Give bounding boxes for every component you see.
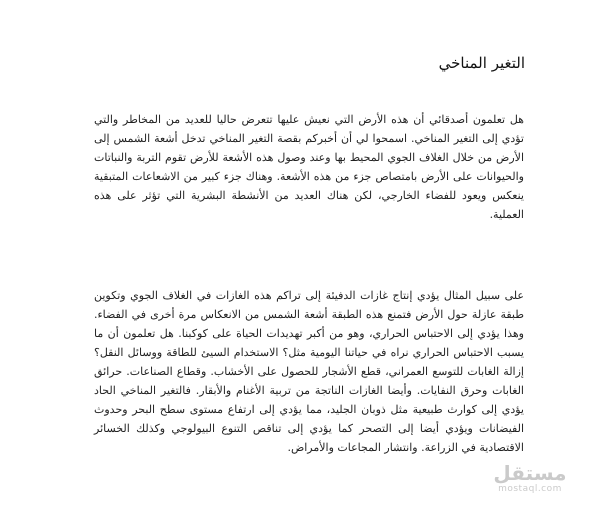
paragraph-intro: هل تعلمون أصدقائي أن هذه الأرض التي نعيش عليها تتعرض حاليا للعديد من المخاطر والتي تؤدي إلى التغير المناخي. اسمحوا لي أن أخبركم بقصة التغير المناخي تدخل أشعة الشمس إلى الأرض من خلال الغلاف الجوي المحيط بها وعند وصول هذه الأشعة للأرض تقوم التربة والنباتات والحيوانات على الأرض بامتصاص جزء من هذه الأشعة. وهناك جزء كبير من الاشعاعات المتبقية ينعكس ويعود للفضاء الخارجي، لكن هناك العديد من الأنشطة البشرية التي تؤثر على هذه العملية. (94, 113, 524, 221)
mostaql-watermark (485, 462, 575, 495)
paragraph-examples: على سبيل المثال يؤدي إنتاج غازات الدفيئة إلى تراكم هذه الغازات في الغلاف الجوي وتكوين طبقة عازلة حول الأرض فتمنع هذه الطبقة أشعة الشمس من الانعكاس مرة أخرى في الفضاء. وهذا يؤدي إلى الاحتباس الحراري، وهو من أكبر تهديدات الحياة على كوكبنا. هل تعلمون أن ما يسبب الاحتباس الحراري نراه في حياتنا اليومية مثل؟ الاستخدام السيئ للطاقة ووسائل النقل؟ إزالة الغابات للتوسع العمراني، قطع الأشجار للحصول على الأخشاب. وقطاع الصناعات. حرائق الغابات وحرق النفايات. وأيضا الغازات الناتجة من تربية الأغنام والأبقار. فالتغير المناخي الحاد يؤدي إلى كوارث طبيعية مثل ذوبان الجليد، مما يؤدي إلى ارتفاع مستوى سطح البحر وحدوث الفيضانات ويؤدي أيضا إلى التصحر كما يؤدي إلى تناقص التنوع البيولوجي وكذلك الخسائر الاقتصادية في الزراعة. وانتشار المجاعات والأمراض. (94, 289, 524, 454)
page-title: التغير المناخي (438, 54, 525, 72)
watermark-domain: mostaql.com (498, 484, 562, 494)
watermark-brand: مستقل (493, 461, 567, 485)
